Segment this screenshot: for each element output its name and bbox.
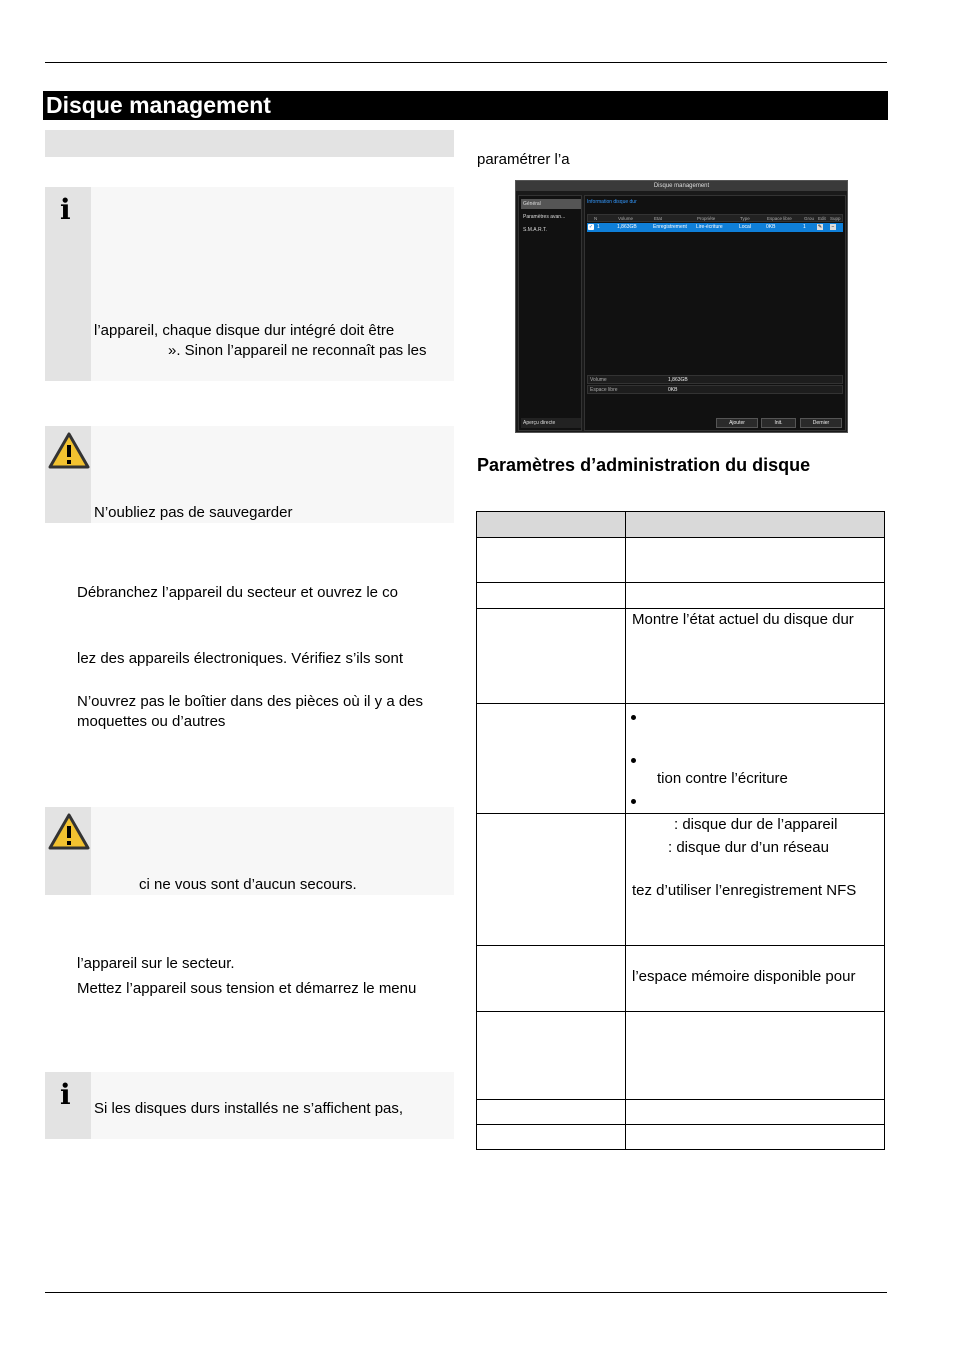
nav-item-live-view[interactable]: Aperçu directe	[521, 418, 581, 428]
delete-icon[interactable]: −	[831, 224, 835, 230]
page-title: Disque management	[43, 91, 888, 120]
warning-text: N’oubliez pas de sauvegarder	[94, 504, 293, 521]
table-row[interactable]	[587, 223, 843, 232]
table-header-row	[476, 511, 885, 538]
cell-free-space: 0KB	[766, 224, 776, 230]
back-button[interactable]: Dernier	[800, 418, 842, 428]
table-row	[476, 1125, 885, 1150]
warning-icon	[47, 431, 91, 471]
table-row	[476, 704, 885, 814]
top-rule	[45, 62, 887, 63]
info-note	[45, 187, 454, 381]
cell-text: tez d’utiliser l’enregistrement NFS	[632, 882, 857, 899]
bullet	[631, 799, 636, 804]
table-row	[476, 583, 885, 609]
paragraph: N’ouvrez pas le boîtier dans des pièces où il y a des	[77, 693, 424, 710]
nav-panel	[518, 195, 582, 431]
col-type: Type	[740, 216, 750, 221]
warning-icon	[47, 812, 91, 852]
note-line: l’appareil, chaque disque dur intégré doit être	[94, 322, 395, 339]
col-edit: Edit	[818, 216, 826, 221]
cell-text: l’espace mémoire disponible pour	[632, 968, 856, 985]
init-button[interactable]: Init.	[761, 418, 796, 428]
section-title: Information disque dur	[587, 199, 637, 205]
warning-note	[45, 426, 454, 523]
nav-item-general[interactable]: Général	[521, 199, 581, 209]
table-header	[587, 214, 843, 222]
table-row	[476, 609, 885, 704]
table-row	[476, 1012, 885, 1100]
info-value: 0KB	[668, 387, 678, 393]
info-free-space	[587, 385, 843, 394]
intro-text: paramétrer l’a	[477, 151, 570, 168]
col-group: Grou	[804, 216, 815, 221]
col-property: Propriéte	[697, 216, 716, 221]
bullet	[631, 758, 636, 763]
cell-text: : disque dur de l’appareil	[674, 816, 838, 833]
cell-type: Local	[739, 224, 751, 230]
bottom-rule	[45, 1292, 887, 1293]
table-row	[476, 946, 885, 1012]
paragraph: moquettes ou d’autres	[77, 713, 226, 730]
nav-item-smart[interactable]: S.M.A.R.T.	[523, 227, 547, 233]
col-volume: Volume	[618, 216, 634, 221]
col-free-space: Espace libre	[767, 216, 792, 221]
bullet	[631, 715, 636, 720]
window-title: Disque management	[516, 181, 847, 191]
info-label: Espace libre	[590, 387, 618, 393]
cell-state: Enregistrement	[653, 224, 687, 230]
cell-volume: 1,863GB	[617, 224, 637, 230]
table-row	[476, 1100, 885, 1125]
info-note	[45, 1072, 454, 1139]
note-text: Si les disques durs installés ne s’affichent pas,	[94, 1100, 404, 1117]
col-delete: Supp	[830, 216, 841, 221]
col-no: N	[594, 216, 598, 221]
cell-text: tion contre l’écriture	[657, 770, 788, 787]
section-heading: Paramètres d’administration du disque	[477, 455, 811, 475]
note-line: ». Sinon l’appareil ne reconnaît pas les	[168, 342, 427, 359]
edit-icon[interactable]: ✎	[817, 224, 823, 230]
checkbox-icon[interactable]: ✓	[588, 224, 594, 230]
cell-text: Montre l’état actuel du disque dur	[632, 611, 854, 628]
warning-note	[45, 807, 454, 895]
main-panel	[584, 195, 846, 431]
cell-no: 1	[597, 224, 600, 230]
table-row	[476, 814, 885, 946]
cell-group: 1	[803, 224, 806, 230]
cell-property: Lire-écriture	[696, 224, 723, 230]
info-icon: i	[60, 1078, 71, 1111]
col-state: Etat	[654, 216, 663, 221]
paragraph: Mettez l’appareil sous tension et démarrez le menu	[77, 980, 417, 997]
paragraph: l’appareil sur le secteur.	[77, 955, 235, 972]
disk-management-screenshot	[515, 180, 848, 433]
table-row	[476, 538, 885, 583]
add-button[interactable]: Ajouter	[716, 418, 758, 428]
section-band	[45, 130, 454, 157]
paragraph: lez des appareils électroniques. Vérifiez s’ils sont	[77, 650, 403, 667]
info-volume	[587, 375, 843, 384]
warning-text: ci ne vous sont d’aucun secours.	[139, 876, 357, 893]
info-value: 1,863GB	[668, 377, 688, 383]
info-label: Volume	[590, 377, 607, 383]
cell-text: : disque dur d’un réseau	[668, 839, 829, 856]
info-icon: i	[60, 193, 71, 226]
nav-item-advanced[interactable]: Paramètres avan...	[523, 214, 566, 220]
paragraph: Débranchez l’appareil du secteur et ouvrez le co	[77, 584, 399, 601]
